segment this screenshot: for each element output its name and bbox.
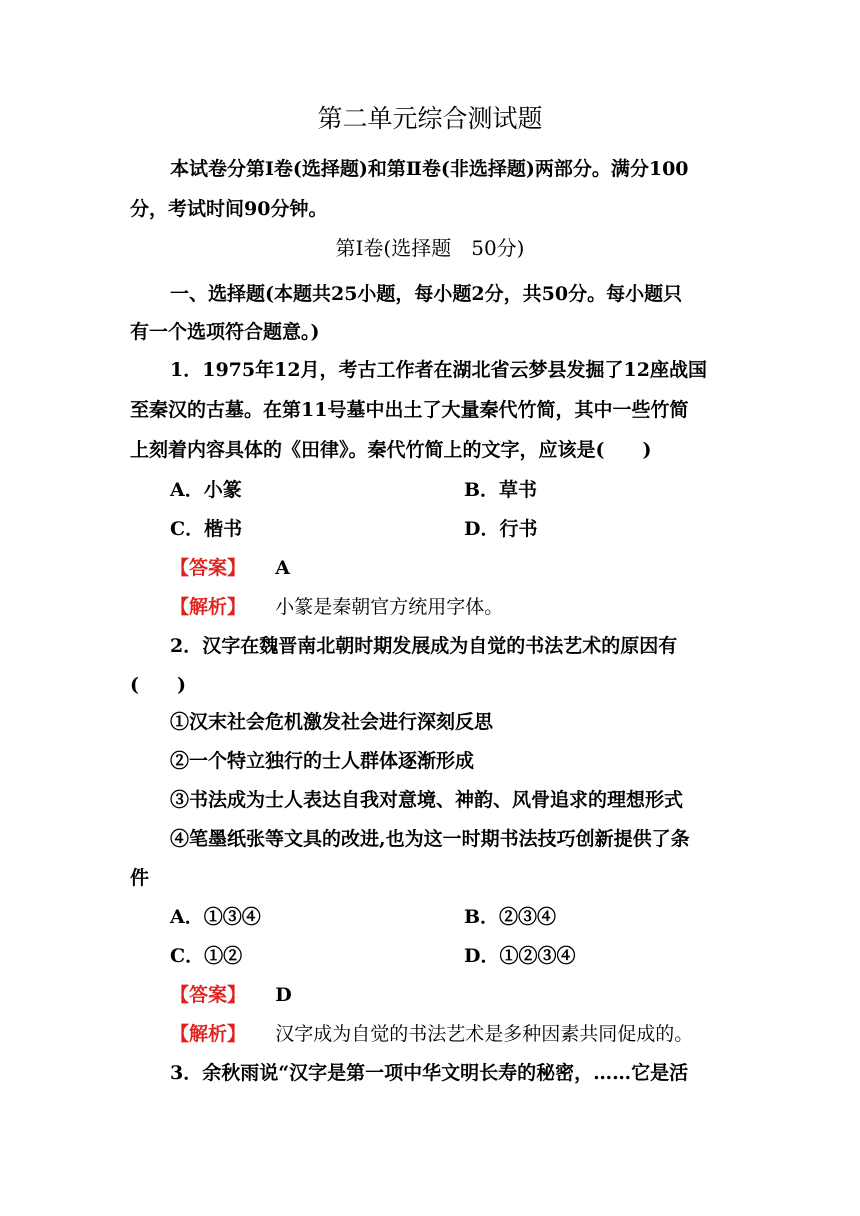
q2-option-d: D．①②③④ — [464, 945, 576, 967]
answer-tag: 【答案】 — [170, 984, 247, 1006]
q1-stem-line-1: 1．1975年12月，考古工作者在湖北省云梦县发掘了12座战国 — [170, 359, 707, 381]
q2-item-3: ③书法成为士人表达自我对意境、神韵、风骨追求的理想形式 — [170, 789, 684, 811]
q2-item-1: ①汉末社会危机激发社会进行深刻反思 — [170, 711, 494, 733]
q1-analysis-text: 小篆是秦朝官方统用字体。 — [275, 596, 504, 618]
q2-analysis-text: 汉字成为自觉的书法艺术是多种因素共同促成的。 — [275, 1023, 694, 1045]
q1-answer-value: A — [275, 557, 291, 579]
q3-stem-line-1: 3．余秋雨说“汉字是第一项中华文明长寿的秘密，……它是活 — [170, 1062, 689, 1084]
page-title: 第二单元综合测试题 — [317, 104, 543, 133]
q2-item-4: ④笔墨纸张等文具的改进,也为这一时期书法技巧创新提供了条 — [170, 828, 690, 850]
intro-line-2: 分，考试时间90分钟。 — [130, 198, 328, 220]
intro-line-1: 本试卷分第Ⅰ卷(选择题)和第Ⅱ卷(非选择题)两部分。满分100 — [170, 158, 689, 180]
q1-option-a: A．小篆 — [170, 479, 242, 501]
q2-answer-row — [170, 982, 292, 1008]
q2-answer-value: D — [275, 984, 292, 1006]
analysis-tag: 【解析】 — [170, 596, 247, 618]
q2-item-2: ②一个特立独行的士人群体逐渐形成 — [170, 750, 475, 772]
instructions-line-1: 一、选择题(本题共25小题，每小题2分，共50分。每小题只 — [170, 283, 683, 305]
q1-stem-line-2: 至秦汉的古墓。在第11号墓中出土了大量秦代竹简，其中一些竹简 — [130, 399, 689, 421]
q2-analysis-row — [170, 1021, 693, 1047]
q2-stem-line-1: 2．汉字在魏晋南北朝时期发展成为自觉的书法艺术的原因有 — [170, 635, 678, 657]
q1-option-d: D．行书 — [464, 518, 538, 540]
analysis-tag: 【解析】 — [170, 1023, 247, 1045]
q2-item-4-cont: 件 — [130, 867, 150, 889]
q1-stem-line-3: 上刻着内容具体的《田律》。秦代竹简上的文字，应该是( ) — [130, 439, 652, 461]
q1-option-b: B．草书 — [464, 479, 538, 501]
q2-option-c: C．①② — [170, 945, 243, 967]
q2-option-a: A．①③④ — [170, 906, 261, 928]
section-title: 第Ⅰ卷(选择题 50分) — [335, 236, 525, 260]
q1-option-c: C．楷书 — [170, 518, 243, 540]
q2-option-b: B．②③④ — [464, 906, 557, 928]
q1-answer-row — [170, 555, 290, 581]
q2-stem-line-2: ( ) — [130, 674, 186, 696]
instructions-line-2: 有一个选项符合题意。) — [130, 321, 320, 343]
q1-analysis-row — [170, 594, 503, 620]
answer-tag: 【答案】 — [170, 557, 247, 579]
